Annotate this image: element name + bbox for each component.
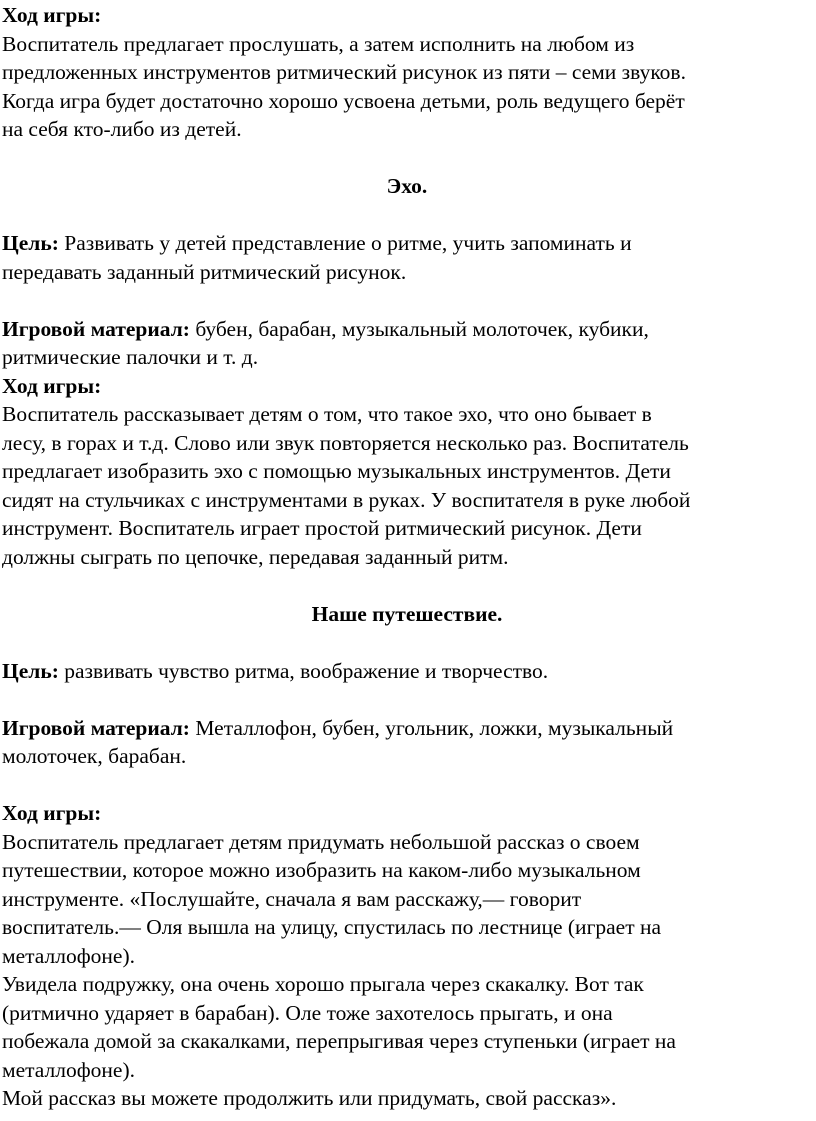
goal-text: развивать чувство ритма, воображение и творчество. [58,658,549,683]
material-label: Игровой материал: [2,715,190,740]
paragraph-line: предложенных инструментов ритмический рисунок из пяти – семи звуков. [2,60,686,84]
course-heading-3: Ход игры: [2,801,102,825]
paragraph-line: Когда игра будет достаточно хорошо усвоена детьми, роль ведущего берёт [2,88,685,113]
goal-label: Цель: [2,658,59,683]
paragraph-line: на себя кто-либо из детей. [2,117,242,141]
goal-line [2,657,812,686]
material-line [2,315,812,344]
paragraph-line: (ритмично ударяет в барабан). Оле тоже захотелось прыгать, и она [2,1000,613,1025]
course-heading-2: Ход игры: [2,373,102,398]
goal-text: Развивать у детей представление о ритме, учить запоминать и [58,231,632,255]
paragraph-line: инструмент. Воспитатель играет простой ритмический рисунок. Дети [2,516,642,540]
material-text: Металлофон, бубен, угольник, ложки, музыкальный [189,715,674,740]
paragraph-line: путешествии, которое можно изобразить на каком-либо музыкальном [2,858,641,882]
spacer [2,685,812,714]
spacer [2,571,812,600]
paragraph-line: побежала домой за скакалками, перепрыгивая через ступеньки (играет на [2,1029,676,1053]
paragraph-line: Увидела подружку, она очень хорошо прыгала через скакалку. Вот так [2,972,644,996]
paragraph-line: предлагает изобразить эхо с помощью музыкальных инструментов. Дети [2,459,671,483]
material-text: бубен, барабан, музыкальный молоточек, кубики, [189,316,649,341]
material-line: ритмические палочки и т. д. [2,345,259,369]
goal-label: Цель: [2,231,59,255]
paragraph-line: металлофоне). [2,1057,136,1082]
paragraph-line: сидят на стульчиках с инструментами в руках. У воспитателя в руке любой [2,487,691,512]
spacer [2,201,812,230]
paragraph-line: Мой рассказ вы можете продолжить или придумать, свой рассказ». [2,1086,617,1110]
paragraph-line: инструменте. «Послушайте, сначала я вам расскажу,— говорит [2,886,582,911]
spacer [2,286,812,315]
spacer [2,628,812,657]
paragraph-line: лесу, в горах и т.д. Слово или звук повторяется несколько раз. Воспитатель [2,430,689,455]
spacer [2,771,812,800]
paragraph-line: должны сыграть по цепочке, передавая заданный ритм. [2,544,509,569]
paragraph-line: Воспитатель предлагает прослушать, а затем исполнить на любом из [2,31,635,56]
paragraph-line: воспитатель.— Оля вышла на улицу, спустилась по лестнице (играет на [2,915,662,939]
material-line: молоточек, барабан. [2,744,187,768]
spacer [2,144,812,173]
game-title-echo: Эхо. [386,174,428,198]
document-page [2,1,812,1113]
paragraph-line: металлофоне). [2,943,136,968]
paragraph-line: Воспитатель рассказывает детям о том, что такое эхо, что оно бывает в [2,402,652,426]
goal-line [2,229,812,258]
material-label: Игровой материал: [2,316,190,341]
game-title-journey: Наше путешествие. [311,601,503,626]
goal-line: передавать заданный ритмический рисунок. [2,259,407,284]
course-heading-1: Ход игры: [2,3,102,27]
paragraph-line: Воспитатель предлагает детям придумать небольшой рассказ о своем [2,829,640,854]
material-line [2,714,812,743]
